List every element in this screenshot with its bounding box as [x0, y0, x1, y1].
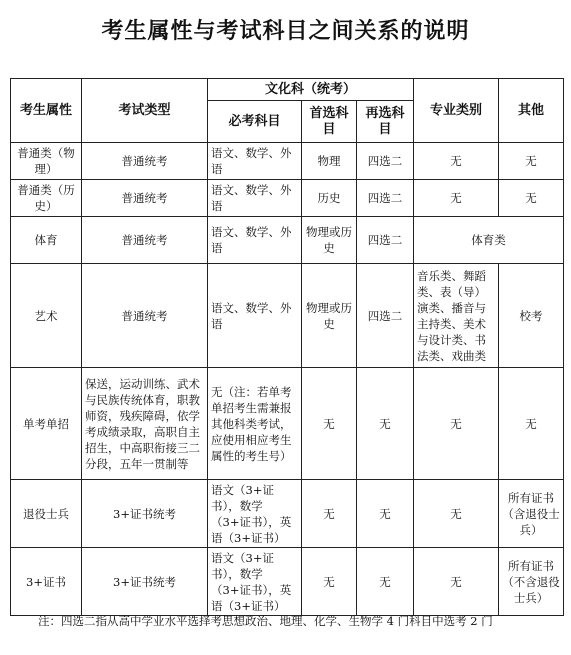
header-major: 专业类别 — [414, 79, 499, 143]
table-row — [11, 480, 564, 548]
cell-other: 无 — [499, 180, 564, 217]
cell-required: 无（注：若单考单招考生需兼报其他科类考试，应使用相应考生属性的考生号） — [208, 368, 302, 480]
cell-major: 无 — [414, 143, 499, 180]
subject-relation-table — [10, 78, 564, 616]
cell-first: 物理或历史 — [302, 217, 357, 264]
cell-other: 校考 — [499, 264, 564, 368]
cell-exam-type: 普通统考 — [82, 180, 208, 217]
cell-major: 体育类 — [414, 217, 564, 264]
cell-attr: 普通类（物理） — [11, 143, 82, 180]
cell-major: 无 — [414, 480, 499, 548]
cell-attr: 3+证书 — [11, 548, 82, 616]
cell-exam-type: 3+证书统考 — [82, 480, 208, 548]
cell-first: 物理 — [302, 143, 357, 180]
cell-exam-type: 保送，运动训练、武术与民族传统体育，职教师资，残疾障碍，依学考成绩录取，高职自主招生，中高职衔接三二分段，五年一贯制等 — [82, 368, 208, 480]
cell-required: 语文、数学、外语 — [208, 264, 302, 368]
cell-other: 所有证书（不含退役士兵） — [499, 548, 564, 616]
cell-second: 无 — [357, 368, 414, 480]
cell-attr: 单考单招 — [11, 368, 82, 480]
cell-other: 无 — [499, 368, 564, 480]
cell-required: 语文（3+证书），数学（3+证书），英语（3+证书） — [208, 548, 302, 616]
cell-first: 无 — [302, 548, 357, 616]
header-second: 再选科目 — [357, 101, 414, 143]
cell-second: 四选二 — [357, 143, 414, 180]
cell-required: 语文、数学、外语 — [208, 180, 302, 217]
cell-other: 所有证书（含退役士兵） — [499, 480, 564, 548]
cell-first: 历史 — [302, 180, 357, 217]
document-title: 考生属性与考试科目之间关系的说明 — [101, 19, 470, 44]
cell-attr: 体育 — [11, 217, 82, 264]
cell-major: 音乐类、舞蹈类、表（导）演类、播音与主持类、美术与设计类、书法类、戏曲类 — [414, 264, 499, 368]
table-row — [11, 143, 564, 180]
table-row — [11, 180, 564, 217]
footnote: 注：四选二指从高中学业水平选择考思想政治、地理、化学、生物学 4 门科目中选考 2 门 — [38, 614, 493, 628]
cell-required: 语文、数学、外语 — [208, 143, 302, 180]
cell-second: 四选二 — [357, 217, 414, 264]
cell-first: 无 — [302, 368, 357, 480]
cell-second: 四选二 — [357, 264, 414, 368]
cell-second: 无 — [357, 548, 414, 616]
table-row — [11, 368, 564, 480]
header-culture: 文化科（统考） — [208, 79, 414, 101]
header-exam-type: 考试类型 — [82, 79, 208, 143]
cell-required: 语文（3+证书），数学（3+证书），英语（3+证书） — [208, 480, 302, 548]
cell-first: 物理或历史 — [302, 264, 357, 368]
cell-exam-type: 普通统考 — [82, 264, 208, 368]
cell-first: 无 — [302, 480, 357, 548]
cell-exam-type: 普通统考 — [82, 143, 208, 180]
table-row — [11, 217, 564, 264]
cell-required: 语文、数学、外语 — [208, 217, 302, 264]
cell-attr: 退役士兵 — [11, 480, 82, 548]
cell-second: 无 — [357, 480, 414, 548]
header-attr: 考生属性 — [11, 79, 82, 143]
cell-other: 无 — [499, 143, 564, 180]
cell-second: 四选二 — [357, 180, 414, 217]
table-row — [11, 264, 564, 368]
cell-attr: 艺术 — [11, 264, 82, 368]
table-row — [11, 548, 564, 616]
cell-major: 无 — [414, 548, 499, 616]
cell-major: 无 — [414, 368, 499, 480]
cell-exam-type: 普通统考 — [82, 217, 208, 264]
header-required: 必考科目 — [208, 101, 302, 143]
cell-attr: 普通类（历史） — [11, 180, 82, 217]
header-first: 首选科目 — [302, 101, 357, 143]
header-other: 其他 — [499, 79, 564, 143]
cell-exam-type: 3+证书统考 — [82, 548, 208, 616]
cell-major: 无 — [414, 180, 499, 217]
